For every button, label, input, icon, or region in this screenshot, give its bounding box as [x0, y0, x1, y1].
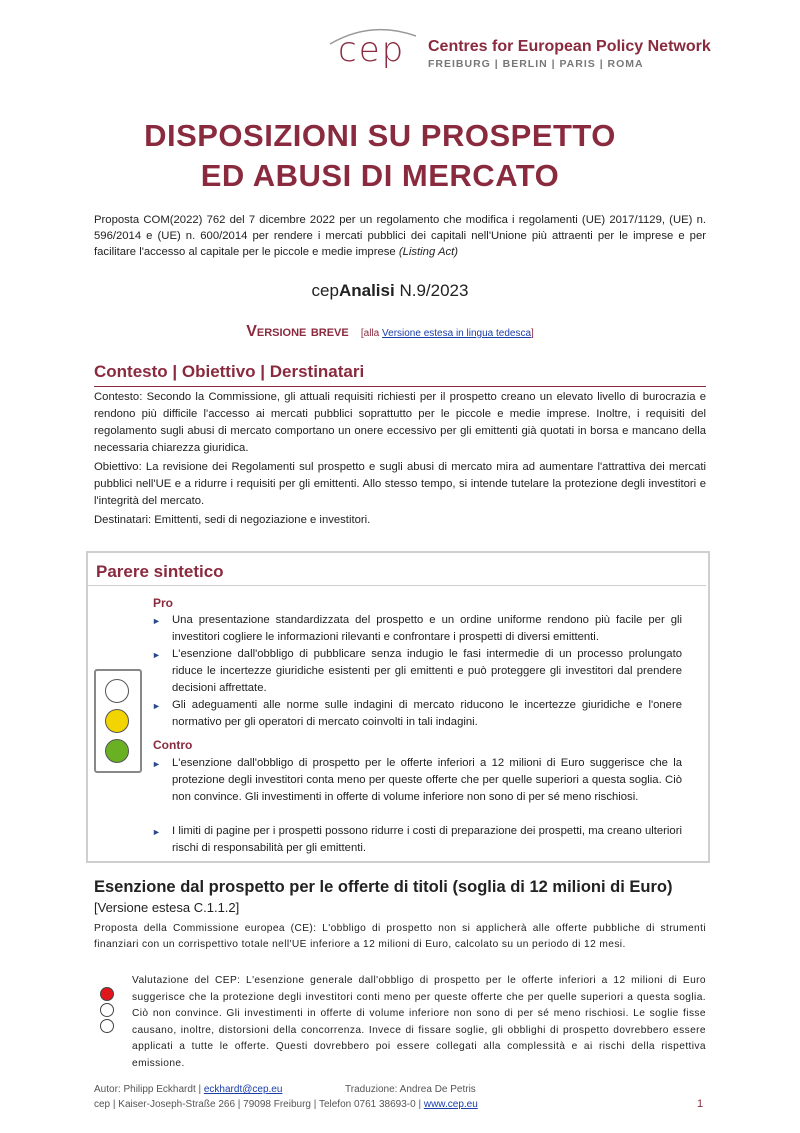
subtitle-italic: (Listing Act)	[398, 246, 459, 258]
pro-item-text: L'esenzione dall'obbligo di pubblicare senza indugio le fasi intermedie di un processo prolungato riduce le incertezze giuridiche esistenti per gli emittenti e può proteggere gli investitori dal prendere decisioni affrettate.	[172, 648, 682, 694]
author-label: Autor: Philipp Eckhardt |	[94, 1084, 204, 1095]
network-name: Centres for European Policy Network	[428, 38, 711, 55]
traffic-light-bottom	[105, 739, 129, 763]
document-title	[0, 116, 760, 196]
contro-label: Contro	[153, 738, 193, 752]
bullet-arrow-icon: ►	[152, 616, 161, 626]
subtitle-main: Proposta COM(2022) 762 del 7 dicembre 2022 per un regolamento che modifica i regolamenti (UE) 2017/1129, (UE) n. 596/2014 e (UE) n. 600/2014 per rendere i mercati pubblici dei capitali nell'Unione più attraenti per le imprese e per facilitare l'accesso al capitale per le piccole e medie imprese	[94, 214, 706, 258]
address-text: cep | Kaiser-Joseph-Straße 266 | 79098 Freiburg | Telefon 0761 38693-0 |	[94, 1099, 424, 1110]
contro-item	[152, 823, 682, 857]
objective-paragraph: Obiettivo: La revisione dei Regolamenti sul prospetto e sugli abusi di mercato mira ad aumentare l'attrattiva dei mercati pubblici nell'UE e a ridurre i requisiti per gli emittenti. Allo stesso tempo, si intende tutelare la protezione degli investitori e l'integrità del mercato.	[94, 461, 706, 507]
pro-item-text: Gli adeguamenti alle norme sulle indagini di mercato riducono le incertezze giuridiche e l'onere normativo per gli operatori di mercato coinvolti in tali indagini.	[172, 699, 682, 728]
context-divider	[94, 386, 706, 387]
bullet-arrow-icon: ►	[152, 759, 161, 769]
bullet-arrow-icon: ►	[152, 650, 161, 660]
traffic-light-top	[105, 679, 129, 703]
cep-logo: cep	[338, 30, 406, 70]
bullet-arrow-icon: ►	[152, 827, 161, 837]
pro-item	[152, 646, 682, 697]
context-heading: Contesto | Obiettivo | Derstinatari	[94, 362, 365, 381]
version-label: Versione breve	[246, 323, 349, 340]
network-cities: FREIBURG | BERLIN | PARIS | ROMA	[428, 58, 644, 70]
pro-item-text: Una presentazione standardizzata del prospetto e un ordine uniforme rendono più facile per gli investitori cogliere le informazioni rilevanti e confrontare i prospetti di diversi emittenti.	[172, 614, 682, 643]
version-link-suffix: ]	[531, 328, 534, 339]
long-version-link[interactable]: Versione estesa in lingua tedesca	[382, 328, 532, 339]
small-traffic-light-icon	[98, 985, 118, 1035]
summary-opinion-divider	[88, 585, 706, 586]
summary-opinion-heading: Parere sintetico	[96, 562, 224, 581]
small-light-bottom	[100, 1019, 114, 1033]
title-line-2: ED ABUSI DI MERCATO	[200, 158, 560, 193]
analysis-number	[0, 281, 780, 301]
pro-item	[152, 612, 682, 646]
author-email-link[interactable]: eckhardt@cep.eu	[203, 1084, 283, 1095]
contro-item-text: L'esenzione dall'obbligo di prospetto per le offerte inferiori a 12 milioni di Euro suggerisce che la protezione degli investitori conta meno per queste offerte che per quelle superiori a questa soglia. Ciò non convince. Gli investimenti in offerte di volume inferiore non sono di per sé meno rischiosi.	[172, 757, 682, 803]
recipients-paragraph: Destinatari: Emittenti, sedi di negoziazione e investitori.	[94, 514, 371, 526]
traffic-light-middle	[105, 709, 129, 733]
footer-translation: Traduzione: Andrea De Petris	[345, 1084, 476, 1095]
title-line-1: DISPOSIZIONI SU PROSPETTO	[144, 118, 616, 153]
contro-item	[152, 755, 682, 806]
traffic-light-icon	[94, 669, 142, 773]
contro-item-text: I limiti di pagine per i prospetti possono ridurre i costi di preparazione dei prospetti, ma creano ulteriori rischi di responsabilità per gli emittenti.	[172, 825, 682, 854]
website-link[interactable]: www.cep.eu	[423, 1099, 478, 1110]
small-light-middle	[100, 1003, 114, 1017]
document-subtitle	[94, 212, 706, 260]
version-line	[0, 323, 780, 341]
analysis-bold: Analisi	[338, 281, 395, 300]
exemption-heading: Esenzione dal prospetto per le offerte di titoli (soglia di 12 milioni di Euro)	[94, 878, 673, 896]
analysis-id: N.9/2023	[399, 281, 469, 300]
bullet-arrow-icon: ►	[152, 701, 161, 711]
small-light-top	[100, 987, 114, 1001]
context-paragraph: Contesto: Secondo la Commissione, gli attuali requisiti richiesti per il prospetto creano un elevato livello di burocrazia e rendono più difficile l'accesso ai mercati pubblici soprattutto per le piccole e medie imprese. Inoltre, i requisiti del regolamento sugli abusi di mercato comportano un onere eccessivo per gli emittenti già quotati in borsa e mancano della necessaria chiarezza giuridica.	[94, 391, 706, 454]
version-link-prefix: [alla	[360, 328, 383, 339]
pro-label: Pro	[153, 596, 174, 610]
version-link-wrapper	[361, 328, 534, 339]
footer-author	[94, 1084, 282, 1095]
analysis-prefix: cep	[311, 281, 339, 300]
pro-item	[152, 697, 682, 731]
exemption-reference: [Versione estesa C.1.1.2]	[94, 900, 240, 915]
page-number: 1	[697, 1098, 704, 1110]
footer-address	[94, 1099, 478, 1110]
exemption-proposal: Proposta della Commissione europea (CE): L'obbligo di prospetto non si applicherà alle offerte pubbliche di strumenti finanziari con un corrispettivo totale nell'UE inferiore a 12 milioni di Euro, calcolato su un periodo di 12 mesi.	[94, 923, 706, 950]
cep-evaluation: Valutazione del CEP: L'esenzione generale dall'obbligo di prospetto per le offerte inferiori a 12 milioni di Euro suggerisce che la protezione degli investitori conti meno per queste offerte che per quelle superiori a questa soglia. Ciò non convince. Gli investimenti in offerte di volume inferiore non sono di per sé meno rischiosi. Le soglie fisse causano, inoltre, distorsioni della concorrenza. Invece di fissare soglie, gli obblighi di prospetto dovrebbero essere applicati a tutte le offerte. Questi dovrebbero poi essere collegati alla complessità e ai rischi della rispettiva emissione.	[132, 975, 706, 1069]
